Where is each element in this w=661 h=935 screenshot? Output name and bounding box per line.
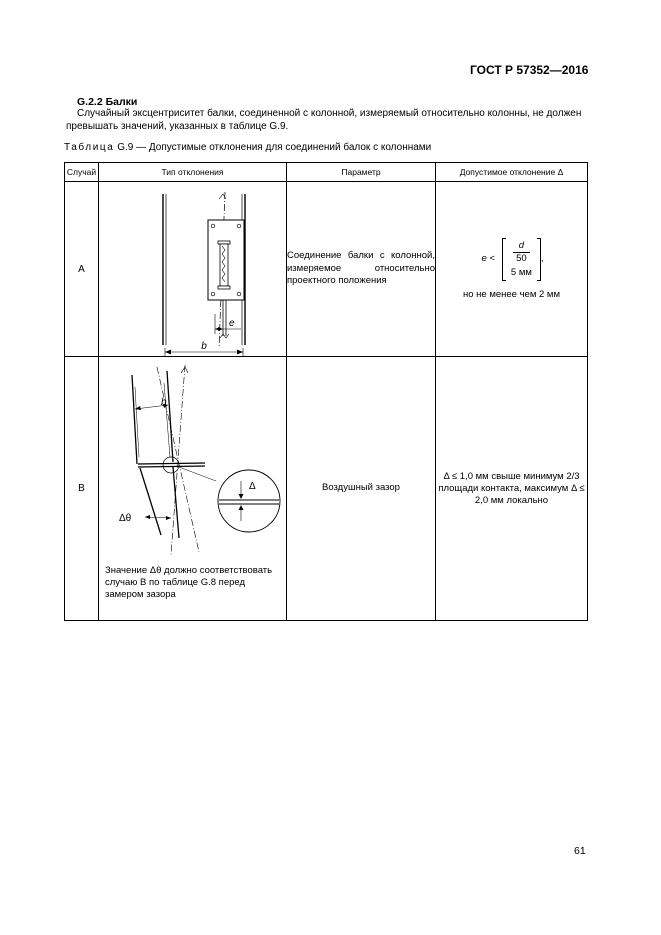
header-param: Параметр bbox=[287, 163, 436, 182]
tolerance-formula bbox=[438, 238, 587, 281]
section-paragraph: Случайный эксцентриситет балки, соединенной с колонной, измеряемый относительно колонны, не должен превышать значений, указанных в таблице G.9. bbox=[66, 108, 582, 132]
air-gap-diagram bbox=[99, 357, 287, 562]
figure-note: Значение Δθ должно соответствовать случаю B по таблице G.8 перед замером зазора bbox=[105, 565, 273, 600]
table-header-row bbox=[65, 163, 588, 182]
label-b: b bbox=[161, 397, 167, 408]
formula-denominator: 50 bbox=[513, 252, 530, 265]
header-tolerance: Допустимое отклонение Δ bbox=[436, 163, 588, 182]
formula-tail: , bbox=[540, 253, 544, 264]
label-dtheta: Δθ bbox=[119, 513, 132, 524]
tolerance-note: но не менее чем 2 мм bbox=[463, 288, 560, 300]
standard-code: ГОСТ Р 57352—2016 bbox=[470, 63, 589, 77]
formula-alt: 5 мм bbox=[510, 266, 532, 278]
table-caption-prefix: Таблица bbox=[64, 142, 115, 153]
table-row bbox=[65, 182, 588, 357]
header-case: Случай bbox=[65, 163, 99, 182]
label-b: b bbox=[201, 341, 207, 352]
beam-column-eccentricity-diagram bbox=[99, 182, 287, 356]
case-cell: B bbox=[65, 357, 99, 621]
param-cell: Соединение балки с колонной, измеряемое относительно проектного положения bbox=[287, 182, 436, 357]
table-row bbox=[65, 357, 588, 621]
section-title: G.2.2 Балки bbox=[77, 96, 138, 108]
tolerance-cell bbox=[436, 182, 588, 357]
param-cell: Воздушный зазор bbox=[287, 357, 436, 621]
header-type: Тип отклонения bbox=[99, 163, 287, 182]
figure-cell bbox=[99, 182, 287, 357]
tolerance-cell: Δ ≤ 1,0 мм свыше минимум 2/3 площади контакта, максимум Δ ≤ 2,0 мм локально bbox=[436, 357, 588, 621]
page-number: 61 bbox=[574, 845, 586, 857]
deviation-table bbox=[64, 162, 588, 621]
case-cell: A bbox=[65, 182, 99, 357]
table-caption-text: G.9 — Допустимые отклонения для соединений балок с колоннами bbox=[114, 142, 432, 153]
formula-lhs: e < bbox=[481, 253, 495, 264]
table-caption bbox=[64, 142, 431, 153]
label-e: e bbox=[229, 318, 235, 329]
formula-numerator: d bbox=[518, 239, 525, 251]
label-delta: Δ bbox=[249, 481, 256, 492]
formula-bracket bbox=[502, 238, 541, 281]
figure-cell bbox=[99, 357, 287, 621]
